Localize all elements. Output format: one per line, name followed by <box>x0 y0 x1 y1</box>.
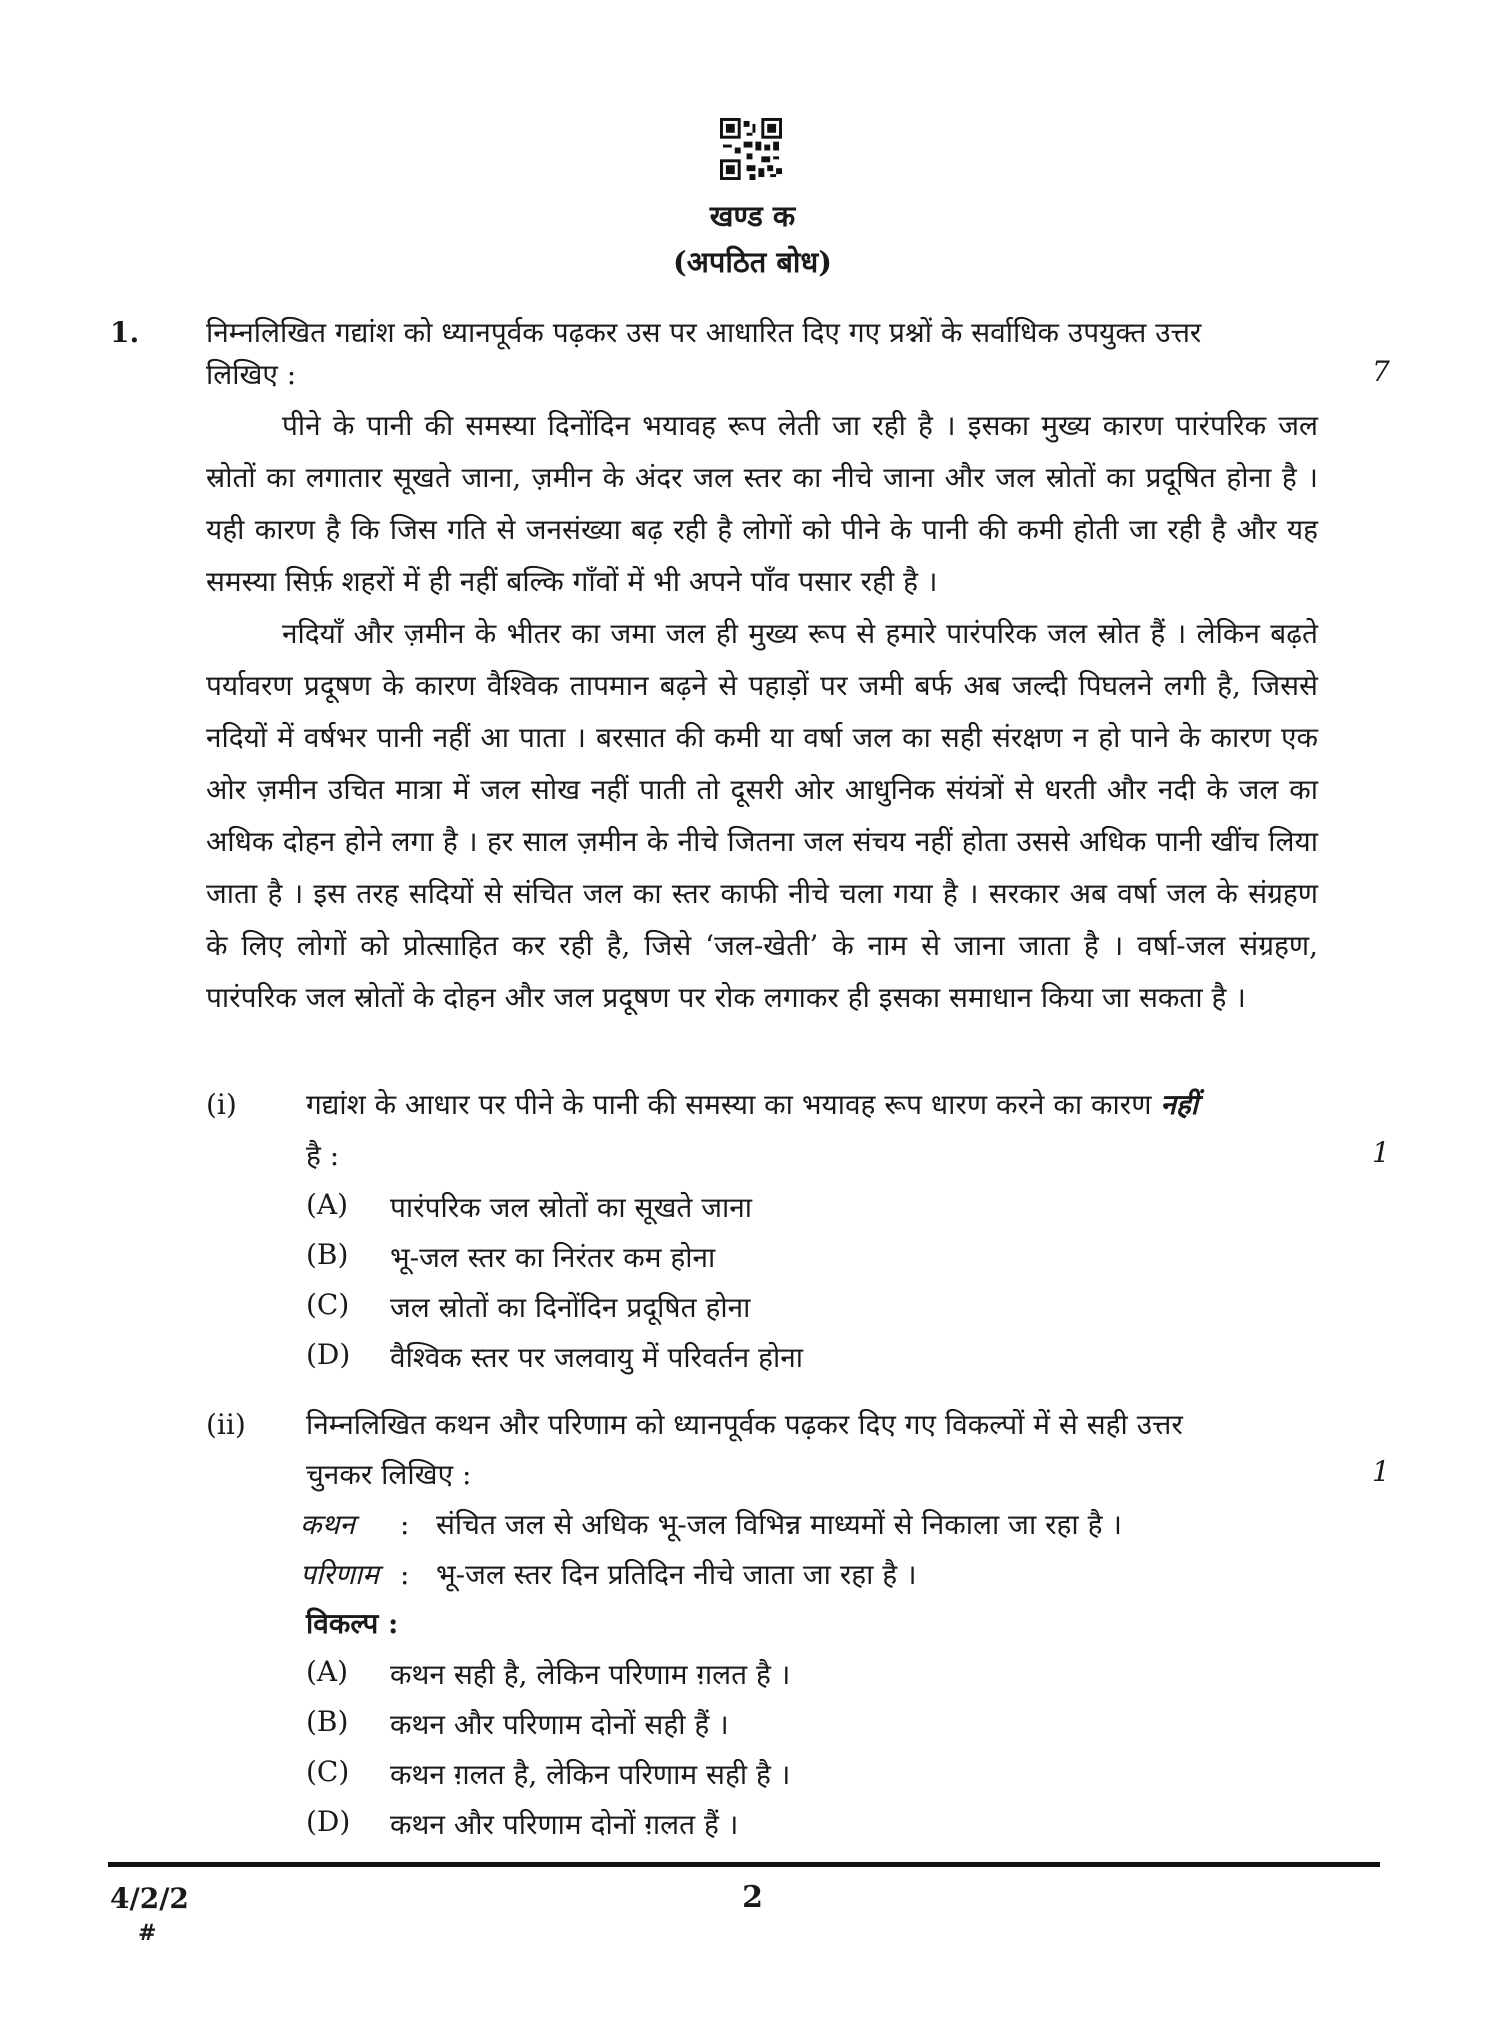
page-number: 2 <box>742 1880 763 1915</box>
question-marks: 7 <box>1372 355 1390 388</box>
option-label: (A) <box>306 1655 349 1688</box>
subquestion-i-text-line1 <box>306 1085 1198 1125</box>
option-text: भू-जल स्तर का निरंतर कम होना <box>390 1241 716 1274</box>
option-text: कथन और परिणाम दोनों ग़लत हैं । <box>390 1808 739 1841</box>
question-instruction-line1: निम्नलिखित गद्यांश को ध्यानपूर्वक पढ़कर उस पर आधारित दिए गए प्रश्नों के सर्वाधिक उपयुक्त उत्तर <box>206 316 1202 349</box>
option-text: कथन और परिणाम दोनों सही हैं । <box>390 1708 729 1741</box>
result-colon: : <box>400 1558 410 1591</box>
footer-hash: # <box>138 1920 157 1946</box>
subquestion-ii-marks: 1 <box>1372 1455 1390 1488</box>
option-text: कथन ग़लत है, लेकिन परिणाम सही है । <box>390 1758 791 1791</box>
subquestion-ii-text-line1: निम्नलिखित कथन और परिणाम को ध्यानपूर्वक पढ़कर दिए गए विकल्पों में से सही उत्तर <box>306 1408 1183 1441</box>
footer-divider <box>108 1862 1380 1867</box>
option-label: (C) <box>306 1288 350 1321</box>
option-label: (D) <box>306 1338 351 1371</box>
subquestion-i-text-line2: है : <box>306 1139 340 1172</box>
option-text: कथन सही है, लेकिन परिणाम ग़लत है । <box>390 1658 791 1691</box>
subquestion-i-marks: 1 <box>1372 1136 1390 1169</box>
option-label: (B) <box>306 1238 349 1271</box>
subquestion-i-question: गद्यांश के आधार पर पीने के पानी की समस्या का भयावह रूप धारण करने का कारण <box>306 1088 1152 1121</box>
option-label: (C) <box>306 1755 350 1788</box>
paper-code: 4/2/2 <box>110 1882 189 1915</box>
subquestion-i-emphasis: नहीं <box>1160 1088 1199 1121</box>
result-label: परिणाम <box>300 1558 379 1591</box>
option-text: वैश्विक स्तर पर जलवायु में परिवर्तन होना <box>390 1341 804 1374</box>
options-heading: विकल्प : <box>306 1607 399 1640</box>
qr-code-icon <box>720 118 782 180</box>
subquestion-i-label: (i) <box>206 1088 237 1121</box>
option-label: (A) <box>306 1188 349 1221</box>
question-instruction-line2: लिखिए : <box>206 358 297 391</box>
option-label: (D) <box>306 1805 351 1838</box>
passage-paragraph-2: नदियाँ और ज़मीन के भीतर का जमा जल ही मुख्य रूप से हमारे पारंपरिक जल स्रोत हैं । लेकिन बढ़ते पर्यावरण प्रदूषण के कारण वैश्विक तापमान बढ़ने से पहाड़ों पर जमी बर्फ अब जल्दी पिघलने लगी है, जिससे नदियों में वर्षभर पानी नहीं आ पाता । बरसात की कमी या वर्षा जल का सही संरक्षण न हो पाने के कारण एक ओर ज़मीन उचित मात्रा में जल सोख नहीं पाती तो दूसरी ओर आधुनिक संयंत्रों से धरती और नदी के जल का अधिक दोहन होने लगा है । हर साल ज़मीन के नीचे जितना जल संचय नहीं होता उससे अधिक पानी खींच लिया जाता है । इस तरह सदियों से संचित जल का स्तर काफी नीचे चला गया है । सरकार अब वर्षा जल के संग्रहण के लिए लोगों को प्रोत्साहित कर रही है, जिसे ‘जल-खेती’ के नाम से जाना जाता है । वर्षा-जल संग्रहण, पारंपरिक जल स्रोतों के दोहन और जल प्रदूषण पर रोक लगाकर ही इसका समाधान किया जा सकता है । <box>206 617 1318 1014</box>
option-text: जल स्रोतों का दिनोंदिन प्रदूषित होना <box>390 1291 751 1324</box>
option-label: (B) <box>306 1705 349 1738</box>
result-text: भू-जल स्तर दिन प्रतिदिन नीचे जाता जा रहा है । <box>436 1558 917 1591</box>
statement-colon: : <box>400 1508 410 1541</box>
option-text: पारंपरिक जल स्रोतों का सूखते जाना <box>390 1191 753 1224</box>
subquestion-ii-label: (ii) <box>206 1408 246 1441</box>
statement-label: कथन <box>300 1508 355 1541</box>
subquestion-ii-text-line2: चुनकर लिखिए : <box>306 1458 472 1491</box>
question-number: 1. <box>110 316 140 349</box>
statement-text: संचित जल से अधिक भू-जल विभिन्न माध्यमों से निकाला जा रहा है । <box>436 1508 1122 1541</box>
passage-paragraph-1: पीने के पानी की समस्या दिनोंदिन भयावह रूप लेती जा रही है । इसका मुख्य कारण पारंपरिक जल स्रोतों का लगातार सूखते जाना, ज़मीन के अंदर जल स्तर का नीचे जाना और जल स्रोतों का प्रदूषित होना है । यही कारण है कि जिस गति से जनसंख्या बढ़ रही है लोगों को पीने के पानी की कमी होती जा रही है और यह समस्या सिर्फ़ शहरों में ही नहीं बल्कि गाँवों में भी अपने पाँव पसार रही है । <box>206 409 1318 598</box>
section-subtitle: (अपठित बोध) <box>673 245 832 279</box>
section-title: खण्ड क <box>709 199 796 233</box>
